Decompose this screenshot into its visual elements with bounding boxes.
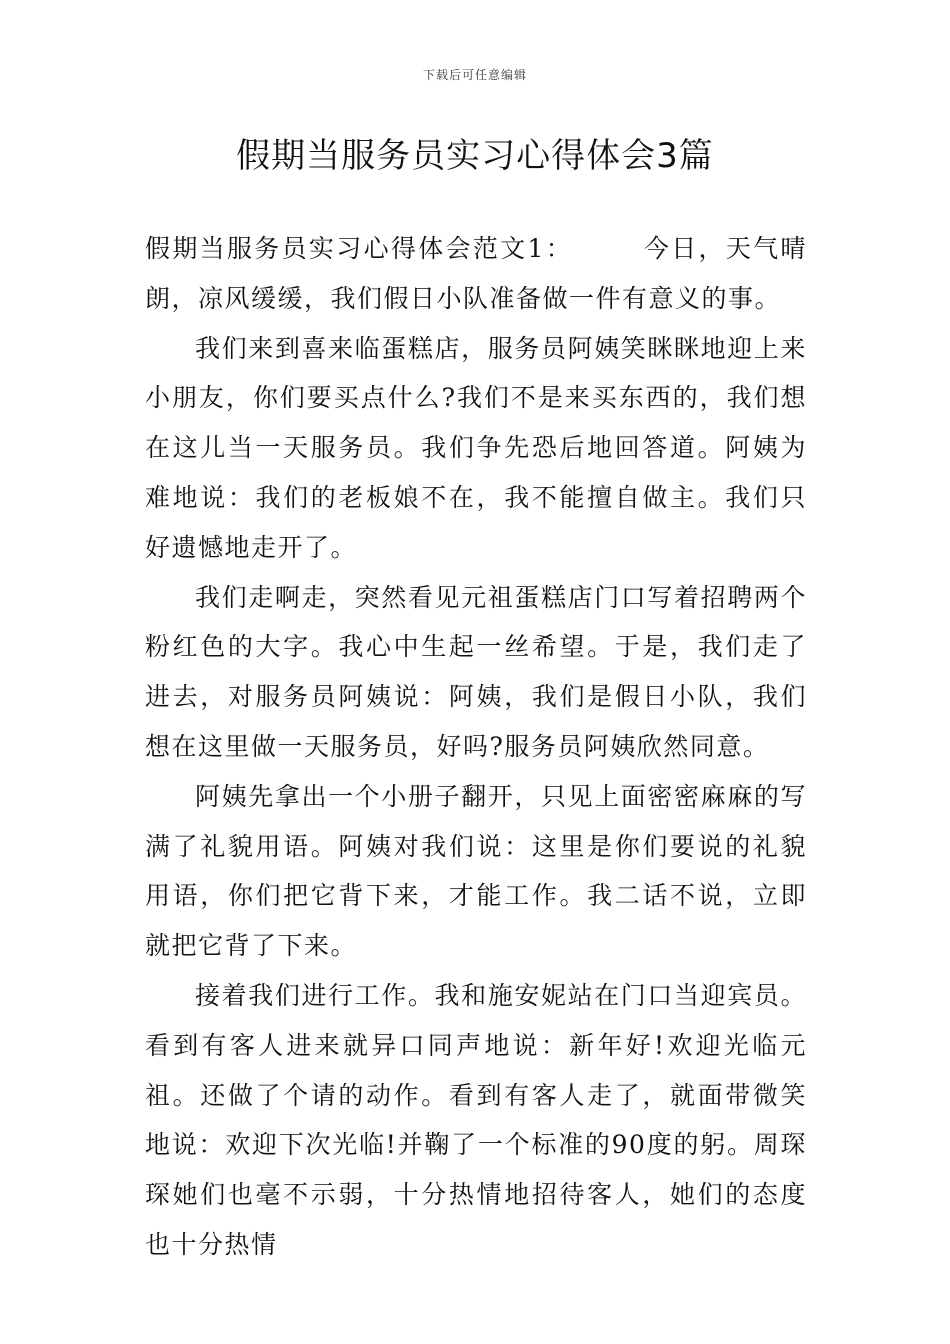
intro-label: 假期当服务员实习心得体会范文1：	[145, 234, 574, 263]
body-paragraph-1: 我们来到喜来临蛋糕店，服务员阿姨笑眯眯地迎上来小朋友，你们要买点什么?我们不是来买东西的，我们想在这儿当一天服务员。我们争先恐后地回答道。阿姨为难地说：我们的老板娘不在，我不能擅自做主。我们只好遗憾地走开了。	[145, 333, 807, 562]
body-paragraph-3: 阿姨先拿出一个小册子翻开，只见上面密密麻麻的写满了礼貌用语。阿姨对我们说：这里是你们要说的礼貌用语，你们把它背下来，才能工作。我二话不说，立即就把它背了下来。	[145, 781, 807, 961]
intro-text: 今日，天气晴朗，凉风缓缓，我们假日小队准备做一件有意义的事。	[145, 234, 807, 313]
body-paragraph-2: 我们走啊走，突然看见元祖蛋糕店门口写着招聘两个粉红色的大字。我心中生起一丝希望。于是，我们走了进去，对服务员阿姨说：阿姨，我们是假日小队，我们想在这里做一天服务员，好吗?服务员阿姨欣然同意。	[145, 582, 807, 761]
intro-paragraph	[145, 224, 807, 324]
header-note: 下载后可任意编辑	[422, 68, 527, 82]
document-title: 假期当服务员实习心得体会3篇	[236, 136, 714, 176]
body-paragraph-4: 接着我们进行工作。我和施安妮站在门口当迎宾员。看到有客人进来就异口同声地说：新年好!欢迎光临元祖。还做了个请的动作。看到有客人走了，就面带微笑地说：欢迎下次光临!并鞠了一个标准的90度的躬。周琛琛她们也毫不示弱，十分热情地招待客人，她们的态度也十分热情	[145, 980, 807, 1259]
document-body	[145, 224, 807, 1270]
